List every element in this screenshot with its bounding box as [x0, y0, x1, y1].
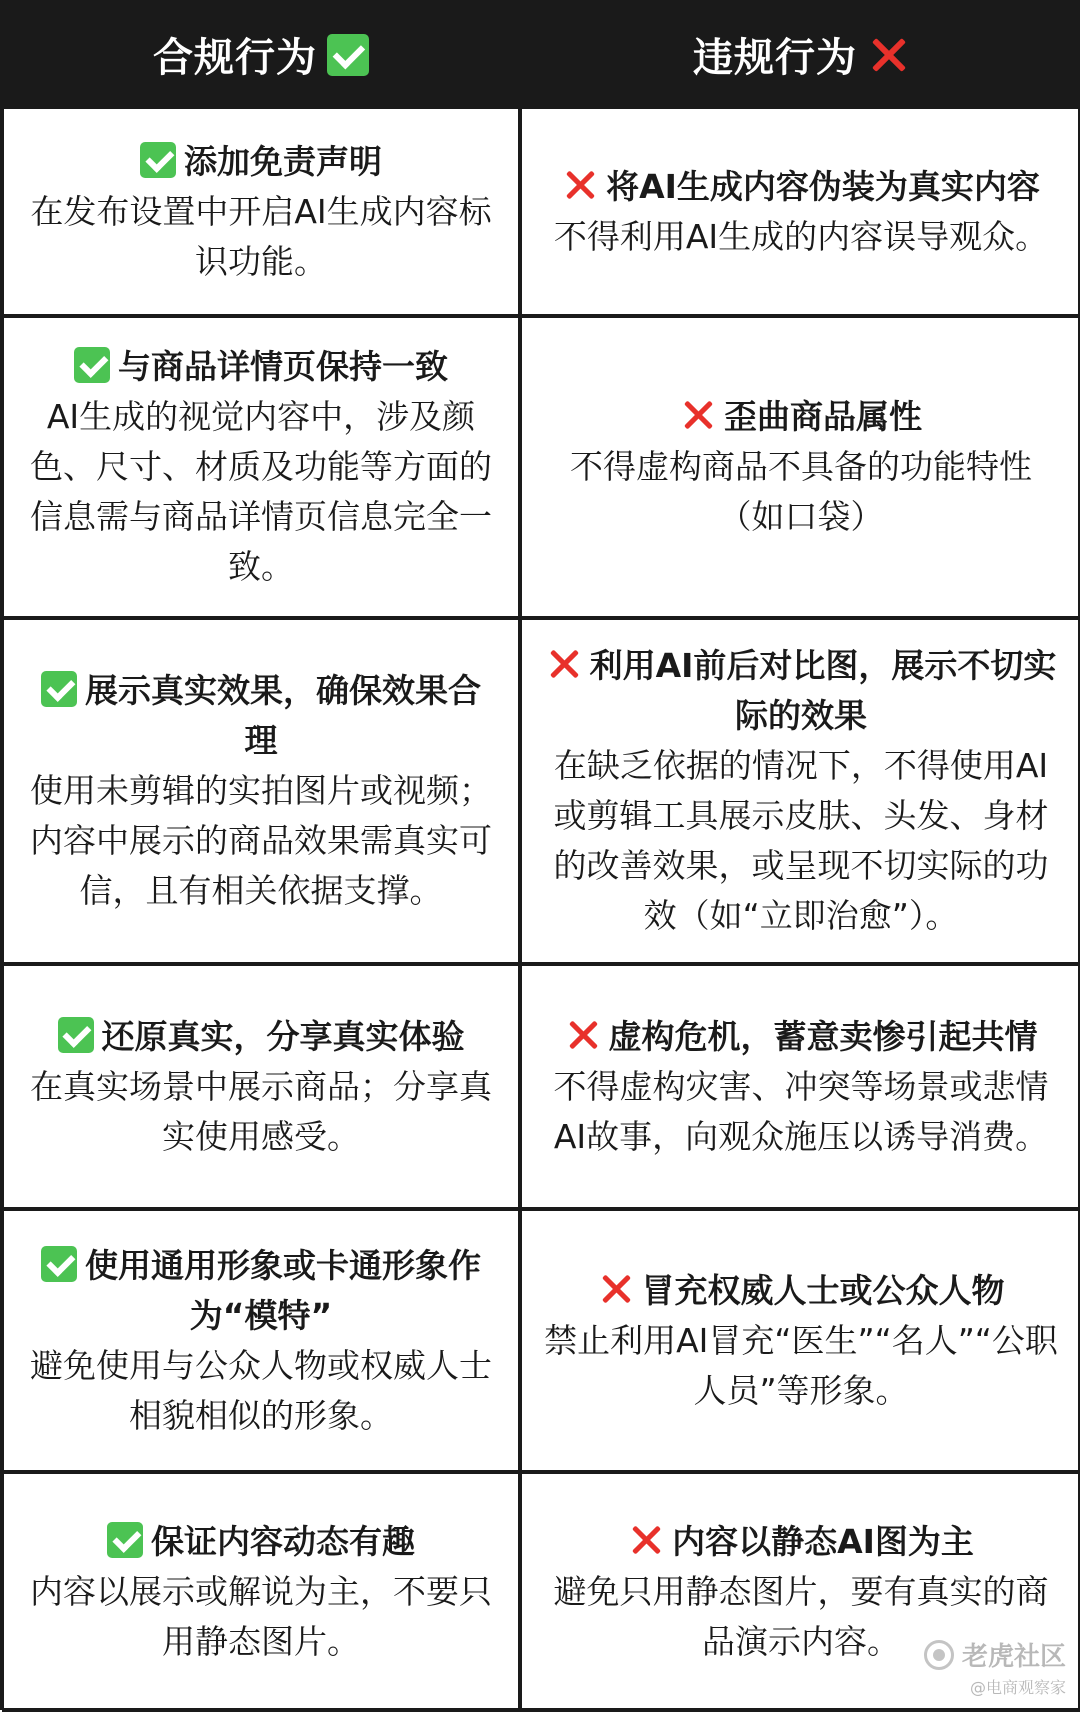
compliant-desc: 在发布设置中开启AI生成内容标识功能。 [30, 191, 492, 281]
watermark [924, 1636, 1066, 1698]
cross-icon [562, 167, 598, 203]
cross-icon [546, 646, 582, 682]
compliant-title [107, 1517, 415, 1567]
compliant-cell [2, 964, 520, 1209]
violation-title [544, 641, 1058, 741]
check-icon [74, 347, 110, 383]
cross-icon [598, 1271, 634, 1307]
compliant-cell [2, 1209, 520, 1472]
compliant-title-text: 与商品详情页保持一致 [118, 347, 448, 386]
compliant-cell [2, 1472, 520, 1712]
check-icon [140, 142, 176, 178]
check-icon [107, 1522, 143, 1558]
cross-icon [628, 1522, 664, 1558]
violation-title [628, 1517, 974, 1567]
violation-title-text: 利用AI前后对比图，展示不切实际的效果 [589, 646, 1057, 735]
compliant-cell [2, 316, 520, 618]
violation-desc: 不得利用AI生成的内容误导观众。 [553, 216, 1049, 256]
compliant-title-text: 使用通用形象或卡通形象作为“模特” [85, 1245, 481, 1335]
violation-desc: 避免只用静态图片，要有真实的商品演示内容。 [553, 1572, 1049, 1661]
compliant-desc: AI生成的视觉内容中，涉及颜色、尺寸、材质及功能等方面的信息需与商品详情页信息完全一致。 [30, 397, 492, 586]
compliant-title [140, 137, 382, 187]
header-compliant-label: 合规行为 [153, 35, 317, 81]
watermark-brand-text: 老虎社区 [961, 1642, 1066, 1672]
compliant-title [58, 1012, 465, 1062]
compliant-title [26, 666, 496, 766]
violation-title [598, 1266, 1005, 1316]
violation-cell [520, 1209, 1080, 1472]
violation-title [562, 162, 1040, 212]
compliant-title-text: 添加免责声明 [184, 141, 382, 181]
violation-title [680, 392, 922, 442]
violation-title-text: 虚构危机，蓄意卖惨引起共情 [608, 1016, 1038, 1056]
tiger-logo-icon [924, 1640, 954, 1670]
violation-cell [520, 316, 1080, 618]
check-icon [327, 34, 369, 76]
compliant-title-text: 展示真实效果，确保效果合理 [85, 671, 481, 760]
compliant-title-text: 还原真实，分享真实体验 [101, 1016, 465, 1056]
violation-desc: 不得虚构灾害、冲突等场景或悲情AI故事，向观众施压以诱导消费。 [553, 1066, 1049, 1156]
cross-icon [680, 397, 716, 433]
violation-cell [520, 107, 1080, 316]
compliant-desc: 在真实场景中展示商品；分享真实使用感受。 [30, 1066, 492, 1156]
compliant-title-text: 保证内容动态有趣 [151, 1522, 415, 1561]
violation-title [565, 1012, 1038, 1062]
compliant-desc: 内容以展示或解说为主，不要只用静态图片。 [30, 1572, 492, 1661]
header-compliant [2, 2, 520, 107]
compliant-desc: 避免使用与公众人物或权威人士相貌相似的形象。 [30, 1345, 492, 1435]
check-icon [41, 671, 77, 707]
watermark-brand [924, 1636, 1066, 1673]
violation-title-text: 内容以静态AI图为主 [672, 1522, 974, 1561]
cross-icon [867, 34, 909, 76]
violation-title-text: 歪曲商品属性 [724, 397, 922, 436]
header-violation [520, 2, 1080, 107]
watermark-handle: @电商观察家 [969, 1678, 1066, 1697]
compliant-title [74, 342, 448, 392]
violation-title-text: 将AI生成内容伪装为真实内容 [606, 166, 1040, 206]
check-icon [58, 1017, 94, 1053]
violation-cell [520, 618, 1080, 964]
compliant-cell [2, 107, 520, 316]
compliant-desc: 使用未剪辑的实拍图片或视频；内容中展示的商品效果需真实可信，且有相关依据支撑。 [30, 771, 492, 910]
compliant-cell [2, 618, 520, 964]
violation-desc: 在缺乏依据的情况下，不得使用AI或剪辑工具展示皮肤、头发、身材的改善效果，或呈现不切实际的功效（如“立即治愈”）。 [553, 746, 1049, 935]
violation-desc: 不得虚构商品不具备的功能特性（如口袋） [570, 447, 1032, 536]
check-icon [41, 1246, 77, 1282]
violation-cell [520, 964, 1080, 1209]
cross-icon [565, 1017, 601, 1053]
header-violation-label: 违规行为 [693, 35, 857, 81]
violation-title-text: 冒充权威人士或公众人物 [641, 1270, 1005, 1310]
compliant-title [26, 1241, 496, 1341]
violation-desc: 禁止利用AI冒充“医生”“名人”“公职人员”等形象。 [544, 1320, 1058, 1410]
